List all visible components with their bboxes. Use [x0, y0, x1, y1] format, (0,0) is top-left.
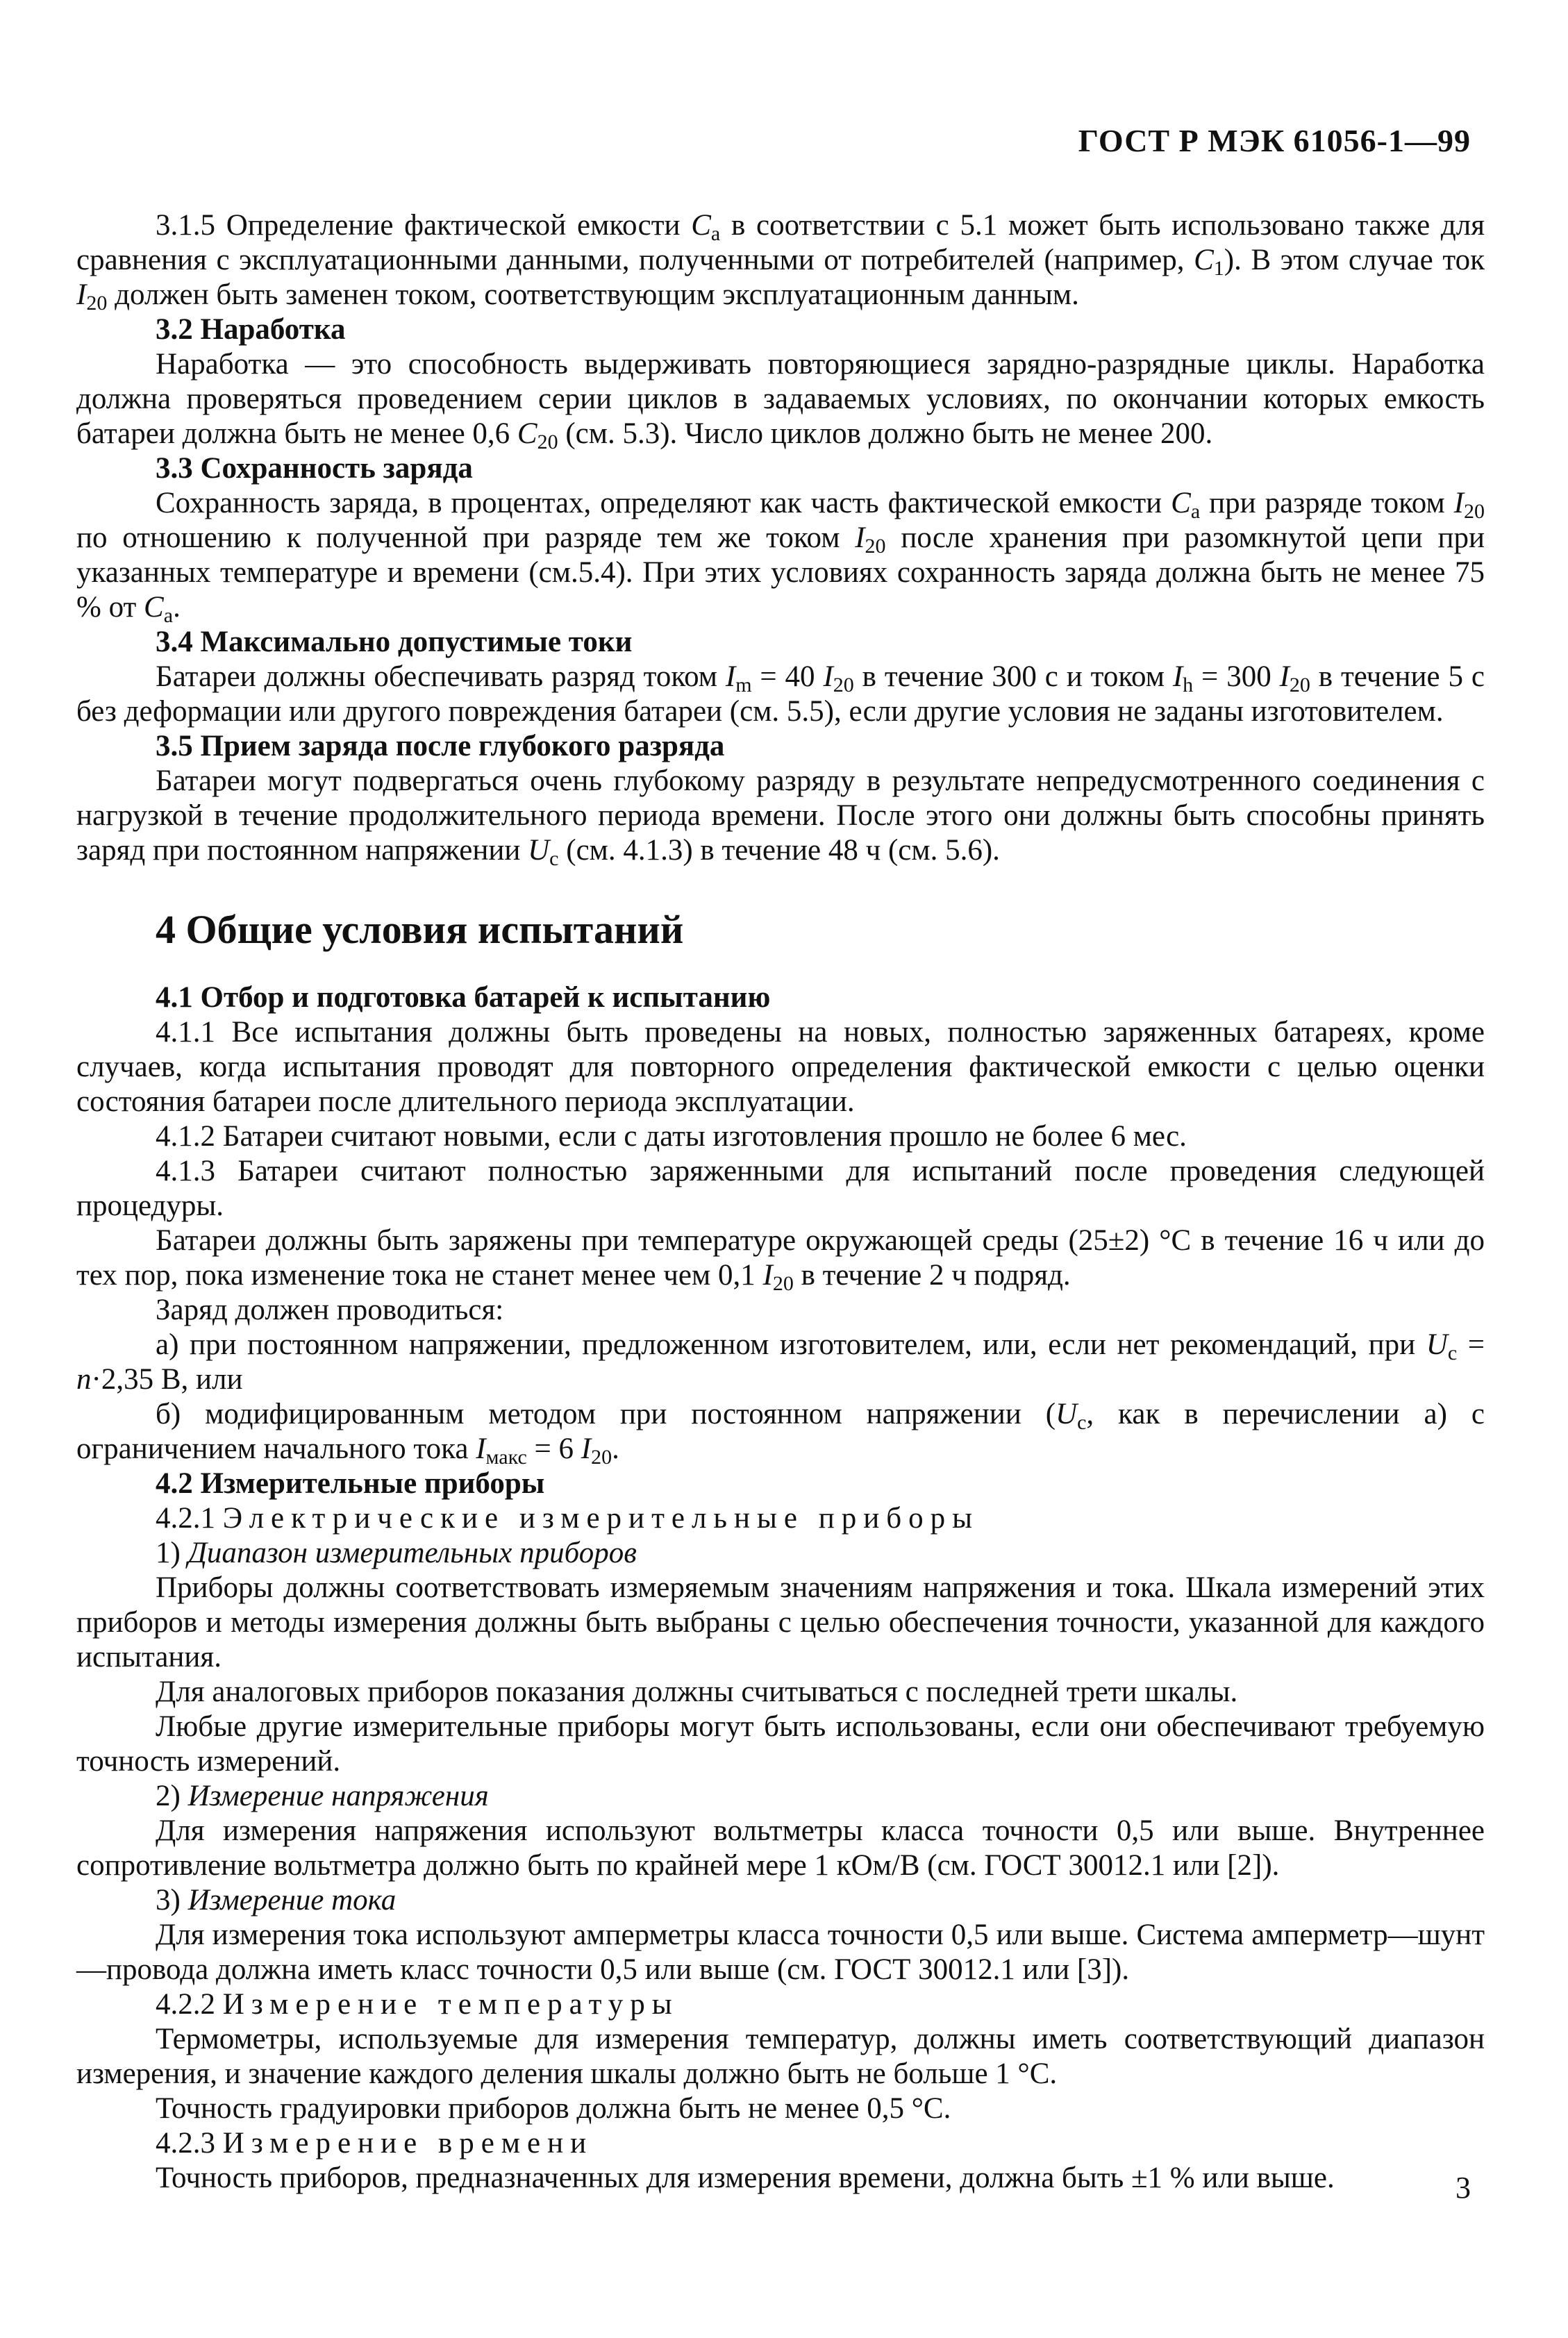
paragraph-calibration: Точность градуировки приборов должна быть не менее 0,5 °С. [156, 2092, 951, 2125]
paragraph-3-4: Батареи должны обеспечивать разряд током $I_m = 40$ $I_{20}$ в течение 300 с и током $I_h = 300$ $I_{20}$ в течение 5 с без деформации или другого повреждения батареи (см. 5.5), если другие условия не заданы изготовителем. [76, 660, 1485, 728]
paragraph-voltage: Для измерения напряжения используют вольтметры класса точности 0,5 или выше. Внутреннее сопротивление вольтметра должно быть по крайней мере 1 кОм/В (см. ГОСТ 30012.1 или [2]). [76, 1814, 1485, 1882]
paragraph-4-1-2: 4.1.2 Батареи считают новыми, если с даты изготовления прошло не более 6 мес. [156, 1120, 1187, 1153]
paragraph-thermometers: Термометры, используемые для измерения температур, должны иметь соответствующий диапазон измерения, и значение каждого деления шкалы должно быть не больше 1 °С. [76, 2023, 1485, 2090]
paragraph-time-accuracy: Точность приборов, предназначенных для измерения времени, должна быть ±1 % или выше. [156, 2162, 1335, 2194]
paragraph-other-instruments: Любые другие измерительные приборы могут быть использованы, если они обеспечивают требуемую точность измерений. [76, 1710, 1485, 1778]
subheading-voltage: 2) Измерение напряжения [156, 1780, 489, 1812]
paragraph-charge-conditions: Батареи должны быть заряжены при температуре окружающей среды (25±2) °С в течение 16 ч или до тех пор, пока изменение тока не станет менее чем 0,1 $I_{20}$ в течение 2 ч подряд. [76, 1224, 1485, 1295]
page-number: 3 [1456, 2171, 1471, 2205]
paragraph-3-2: Наработка — это способность выдерживать повторяющиеся зарядно-разрядные циклы. Наработка должна проверяться проведением серии циклов в задаваемых условиях, по окончании которых емкость батареи должна быть не менее 0,6 $C_{20}$ (см. 5.3). Число циклов должно быть не менее 200. [76, 348, 1485, 453]
list-item-a: а) при постоянном напряжении, предложенном изготовителем, или, если нет рекомендаций, при $U_c = n\cdot 2,35$ В, или [76, 1328, 1485, 1396]
heading-4-2-3: 4.2.3 Измерение времени [156, 2127, 594, 2160]
heading-3-5: 3.5 Прием заряда после глубокого разряда [156, 730, 725, 762]
list-item-b: б) модифицированным методом при постоянном напряжении ($U_c$, как в перечислении а) с ограничением начального тока $I_{макс} = 6$ $I_{20}$. [76, 1398, 1485, 1469]
page-header-standard-number: ГОСТ Р МЭК 61056-1—99 [1078, 123, 1471, 158]
paragraph-3-3: Сохранность заряда, в процентах, определяют как часть фактической емкости $C_a$ при разряде током $I_{20}$ по отношению к полученной при разряде тем же током $I_{20}$ после хранения при разомкнутой цепи при указанных температуре и времени (см.5.4). При этих условиях сохранность заряда должна быть не менее 75 % от $C_a$. [76, 487, 1485, 627]
paragraph-charge-must: Заряд должен проводиться: [156, 1294, 504, 1326]
paragraph-current: Для измерения тока используют амперметры класса точности 0,5 или выше. Система амперметр—шунт—провода должна иметь класс точности 0,5 или выше (см. ГОСТ 30012.1 или [3]). [76, 1919, 1485, 1986]
document-body [76, 208, 1485, 2196]
heading-3-2: 3.2 Наработка [156, 313, 346, 346]
heading-3-3: 3.3 Сохранность заряда [156, 452, 473, 485]
heading-section-4: 4 Общие условия испытаний [156, 907, 684, 952]
heading-4-2: 4.2 Измерительные приборы [156, 1467, 545, 1500]
paragraph-4-1-3: 4.1.3 Батареи считают полностью заряженными для испытаний после проведения следующей процедуры. [76, 1155, 1485, 1222]
heading-3-4: 3.4 Максимально допустимые токи [156, 626, 633, 658]
subheading-current: 3) Измерение тока [156, 1884, 397, 1917]
paragraph-4-1-1: 4.1.1 Все испытания должны быть проведены на новых, полностью заряженных батареях, кроме случаев, когда испытания проводят для повторного определения фактической емкости с целью оценки состояния батареи после длительного периода эксплуатации. [76, 1016, 1485, 1118]
paragraph-range: Приборы должны соответствовать измеряемым значениям напряжения и тока. Шкала измерений этих приборов и методы измерения должны быть выбраны с целью обеспечения точности, указанной для каждого испытания. [76, 1571, 1485, 1673]
heading-4-2-2: 4.2.2 Измерение температуры [156, 1988, 679, 2021]
heading-4-2-1: 4.2.1 Электрические измерительные приборы [156, 1502, 980, 1535]
paragraph-analog: Для аналоговых приборов показания должны считываться с последней трети шкалы. [156, 1676, 1238, 1708]
paragraph-3-1-5: 3.1.5 Определение фактической емкости $C_a$ в соответствии с 5.1 может быть использовано также для сравнения с эксплуатационными данными, полученными от потребителей (например, $C_1$). В этом случае ток $I_{20}$ должен быть заменен током, соответствующим эксплуатационным данным. [76, 209, 1485, 315]
subheading-range: 1) Диапазон измерительных приборов [156, 1537, 637, 1569]
heading-4-1: 4.1 Отбор и подготовка батарей к испытанию [156, 981, 771, 1014]
paragraph-3-5: Батареи могут подвергаться очень глубокому разряду в результате непредусмотренного соединения с нагрузкой в течение продолжительного периода времени. После этого они должны быть способны принять заряд при постоянном напряжении $U_c$ (см. 4.1.3) в течение 48 ч (см. 5.6). [76, 765, 1485, 870]
